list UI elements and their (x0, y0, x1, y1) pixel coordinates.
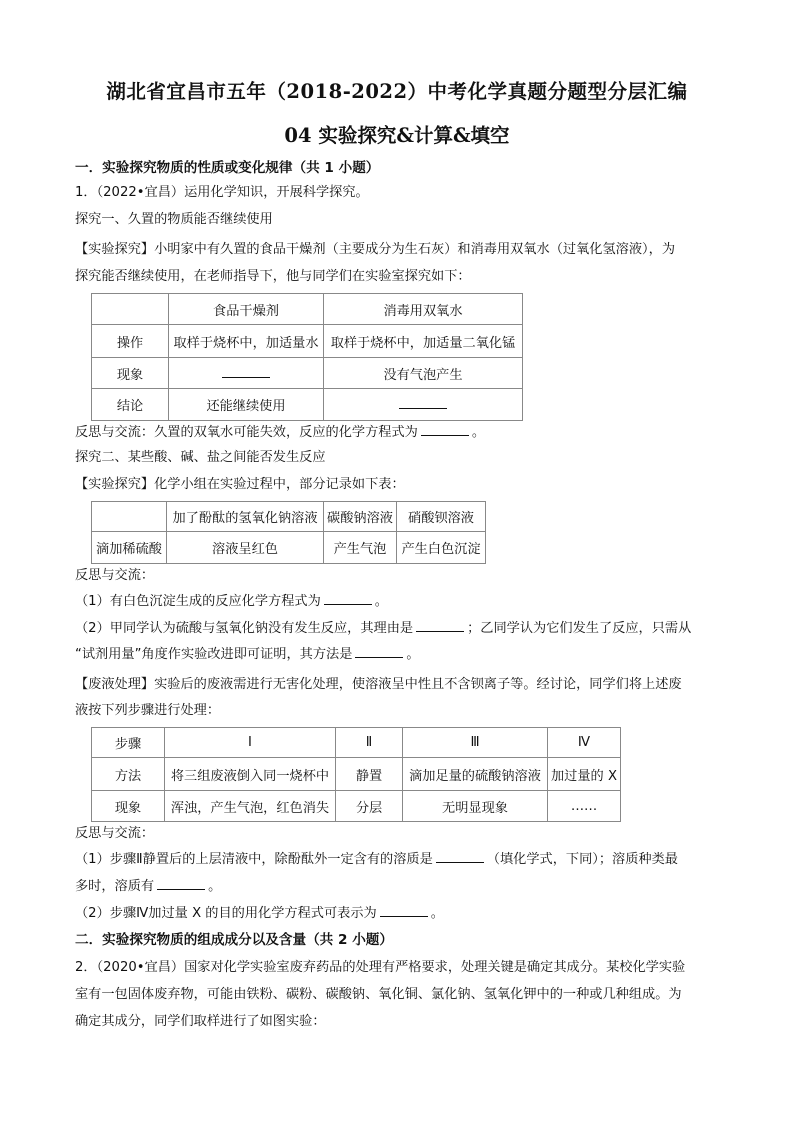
part-2-title: 探究二、某些酸、碱、盐之间能否发生反应 (75, 450, 326, 465)
table-3-cell: 将三组废液倒入同一烧杯中 (165, 758, 336, 791)
table-2-header-cell: 碳酸钠溶液 (324, 502, 397, 532)
experiment-1-text-line2: 探究能否继续使用，在老师指导下，他与同学们在实验室探究如下： (75, 269, 471, 284)
table-1-cell: 结论 (92, 389, 169, 421)
section-heading-2: 二．实验探究物质的组成成分以及含量（共 2 小题） (75, 932, 393, 948)
table-2 (91, 501, 486, 564)
answer-blank[interactable] (355, 645, 403, 658)
table-2-header-cell (92, 502, 167, 532)
table-2-cell: 产生气泡 (324, 532, 397, 564)
reflection-2-heading: 反思与交流： (75, 568, 155, 583)
table-2-header-cell: 加了酚酞的氢氧化钠溶液 (167, 502, 324, 532)
punctuation: 。 (471, 425, 486, 440)
question-2-line3: 确定其成分，同学们取样进行了如图实验： (75, 1014, 326, 1029)
reflection-1 (75, 423, 735, 443)
table-2-cell: 产生白色沉淀 (397, 532, 486, 564)
table-1-header-cell: 消毒用双氧水 (324, 294, 523, 325)
table-1-cell: 操作 (92, 325, 169, 358)
table-row (92, 325, 523, 358)
experiment-1-text-line1: 【实验探究】小明家中有久置的食品干燥剂（主要成分为生石灰）和消毒用双氧水（过氧化氢溶液），为 (75, 242, 676, 257)
table-3-cell: 无明显现象 (403, 791, 548, 822)
table-3-header-cell: Ⅱ (336, 728, 403, 758)
table-1-answer-blank-cell (169, 358, 324, 389)
item-text: （2）步骤Ⅳ加过量 X 的目的用化学方程式可表示为 (75, 906, 377, 921)
table-row (92, 791, 621, 822)
punctuation: 。 (406, 647, 420, 662)
reflection-3-item-1 (75, 850, 735, 870)
item-text: ；乙同学认为它们发生了反应，只需从 (467, 621, 692, 636)
table-3-header-cell: Ⅰ (165, 728, 336, 758)
table-3-cell: 静置 (336, 758, 403, 791)
answer-blank[interactable] (399, 396, 447, 409)
question-2-line2: 室有一包固体废弃物，可能由铁粉、碳粉、碳酸钠、氧化铜、氯化钠、氢氧化钾中的一种或几种组成。为 (75, 987, 682, 1002)
table-1-cell: 取样于烧杯中，加适量水 (169, 325, 324, 358)
table-3 (91, 727, 621, 822)
table-1-cell: 还能继续使用 (169, 389, 324, 421)
answer-blank[interactable] (222, 365, 270, 378)
punctuation: 。 (430, 906, 444, 921)
reflection-2-item-1 (75, 592, 735, 612)
table-1-cell: 现象 (92, 358, 169, 389)
reflection-1-text: 反思与交流：久置的双氧水可能失效，反应的化学方程式为 (75, 425, 418, 440)
table-2-cell: 溶液呈红色 (167, 532, 324, 564)
table-3-cell: 浑浊，产生气泡，红色消失 (165, 791, 336, 822)
reflection-3-heading: 反思与交流： (75, 826, 155, 841)
part-1-title: 探究一、久置的物质能否继续使用 (75, 212, 273, 227)
table-3-header-cell: Ⅲ (403, 728, 548, 758)
item-text: 多时，溶质有 (75, 879, 155, 894)
punctuation: 。 (208, 879, 222, 894)
table-3-cell: 现象 (92, 791, 165, 822)
table-1-cell: 没有气泡产生 (324, 358, 523, 389)
table-3-header-cell: Ⅳ (548, 728, 621, 758)
reflection-2-item-2 (75, 619, 735, 639)
reflection-3-item-2 (75, 904, 735, 924)
item-text: （填化学式，下同）；溶质种类最 (486, 852, 678, 867)
table-2-header-cell: 硝酸钡溶液 (397, 502, 486, 532)
table-row (92, 389, 523, 421)
answer-blank[interactable] (436, 850, 484, 863)
table-row (92, 758, 621, 791)
question-1-intro: 1．（2022•宜昌）运用化学知识，开展科学探究。 (75, 185, 369, 200)
answer-blank[interactable] (324, 592, 372, 605)
table-2-header-row (92, 502, 486, 532)
table-3-cell: 加过量的 X (548, 758, 621, 791)
answer-blank[interactable] (421, 423, 469, 436)
answer-blank[interactable] (380, 904, 428, 917)
table-1-header-cell: 食品干燥剂 (169, 294, 324, 325)
item-text: （1）有白色沉淀生成的反应化学方程式为 (75, 594, 321, 609)
table-1 (91, 293, 523, 421)
reflection-2-item-2-cont (75, 645, 735, 665)
waste-treatment-line1: 【废液处理】实验后的废液需进行无害化处理，使溶液呈中性且不含钡离子等。经讨论，同学们将上述废 (75, 677, 682, 692)
item-text: “试剂用量”角度作实验改进即可证明，其方法是 (75, 647, 353, 662)
table-3-header-cell: 步骤 (92, 728, 165, 758)
question-2-line1: 2．（2020•宜昌）国家对化学实验室废弃药品的处理有严格要求，处理关键是确定其成分。某校化学实验 (75, 960, 686, 975)
item-text: （2）甲同学认为硫酸与氢氧化钠没有发生反应，其理由是 (75, 621, 414, 636)
answer-blank[interactable] (157, 877, 205, 890)
table-3-cell: 分层 (336, 791, 403, 822)
document-subtitle: 04 实验探究&计算&填空 (284, 124, 510, 147)
table-1-header-row (92, 294, 523, 325)
table-row (92, 532, 486, 564)
table-3-cell: 方法 (92, 758, 165, 791)
table-3-header-row (92, 728, 621, 758)
item-text: （1）步骤Ⅱ静置后的上层清液中，除酚酞外一定含有的溶质是 (75, 852, 433, 867)
table-1-answer-blank-cell (324, 389, 523, 421)
punctuation: 。 (374, 594, 388, 609)
table-2-cell: 滴加稀硫酸 (92, 532, 167, 564)
table-row (92, 358, 523, 389)
experiment-2-text: 【实验探究】化学小组在实验过程中，部分记录如下表： (75, 477, 405, 492)
answer-blank[interactable] (416, 619, 464, 632)
section-heading-1: 一．实验探究物质的性质或变化规律（共 1 小题） (75, 160, 380, 176)
table-1-header-cell (92, 294, 169, 325)
table-3-cell: 滴加足量的硫酸钠溶液 (403, 758, 548, 791)
document-title: 湖北省宜昌市五年（2018-2022）中考化学真题分题型分层汇编 (106, 80, 688, 103)
reflection-3-item-1-cont (75, 877, 735, 897)
table-3-cell: …… (548, 791, 621, 822)
waste-treatment-line2: 液按下列步骤进行处理： (75, 703, 221, 718)
table-1-cell: 取样于烧杯中，加适量二氧化锰 (324, 325, 523, 358)
